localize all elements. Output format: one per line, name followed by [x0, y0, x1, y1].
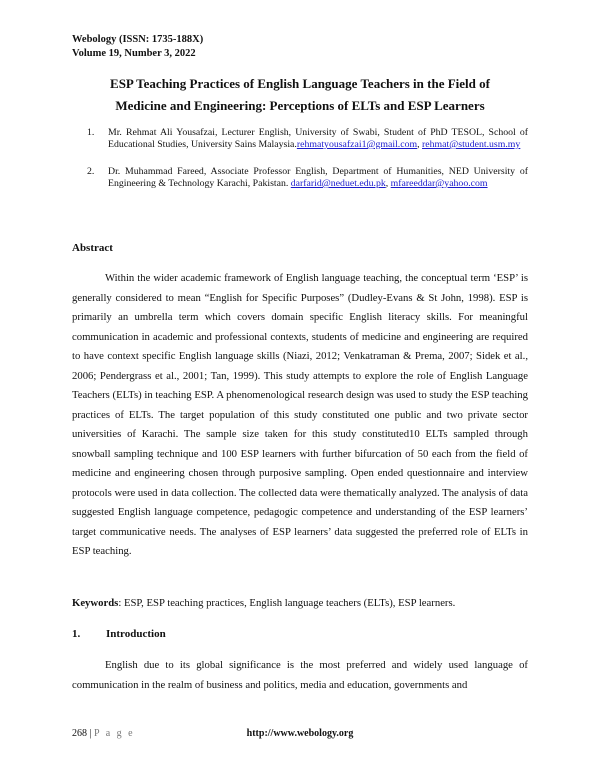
author-item — [72, 166, 528, 190]
author-affiliation-text: Dr. Muhammad Fareed, Associate Professor English, Department of Humanities, NED University of Engineering & Technology Karachi, Pakistan. — [108, 166, 528, 189]
page-word: P a g e — [94, 728, 135, 739]
paper-title-line-2: Medicine and Engineering: Perceptions of ELTs and ESP Learners — [115, 98, 485, 113]
author-email-link[interactable]: rehmat@student.usm.my — [422, 139, 521, 150]
section-heading — [72, 628, 166, 640]
abstract-heading: Abstract — [72, 242, 113, 254]
page-separator: | — [87, 728, 95, 739]
author-number: 2. — [87, 166, 95, 177]
author-affiliation — [108, 127, 528, 151]
journal-name: Webology (ISSN: 1735-188X) — [72, 34, 204, 45]
email-separator: , — [417, 139, 423, 150]
journal-volume: Volume 19, Number 3, 2022 — [72, 47, 196, 59]
introduction-section — [72, 655, 528, 695]
page-number: 268 — [72, 728, 87, 739]
author-email-link[interactable]: rehmatyousafzai1@gmail.com — [296, 139, 418, 150]
email-separator: , — [385, 178, 391, 189]
footer-url[interactable]: http://www.webology.org — [246, 728, 354, 739]
abstract-paragraph: Within the wider academic framework of English language teaching, the conceptual term ‘ESP’ is generally considered to mean “English for Specific Purposes” (Dudley-Evans & St John, 1998). ESP is primarily an umbrella term which covers domain specific English literacy skills. For meaningful communication in academic and professional contexts, students of medicine and engineering are required to have context specific English language skills (Niazi, 2012; Venkatraman & Prema, 2007; Sidek et al., 2006; Pendergrass et al., 2001; Tan, 1999). This study attempts to explore the role of English Language Teachers (ELTs) in teaching ESP. A phenomenological research design was used to study the ESP teaching practices of ELTs. The target population of this study constituted one public and two private sector universities of Karachi. The sample size taken for this study constituted10 ELTs sampled through snowball sampling technique and 100 ESP learners with further bifurcation of 50 each from the field of medicine and engineering chosen through purposive sampling. Open ended questionnaire and interview protocols were used in data collection. The collected data were thematically analyzed. The analysis of data suggested English language competence, pedagogic competence and understanding of the ESP learners’ target communicative needs. The analyses of ESP learners’ data suggested the preferred role of ELTs in ESP teaching. — [72, 272, 528, 557]
author-email-link[interactable]: darfarid@neduet.edu.pk — [290, 178, 386, 189]
author-affiliation-text: Mr. Rehmat Ali Yousafzai, Lecturer English, University of Swabi, Student of PhD TESOL, School of Educational Studies, University Sains Malaysia. — [108, 127, 528, 150]
author-number: 1. — [87, 127, 95, 138]
keywords-label: Keywords — [72, 597, 119, 609]
paper-title-line-1: ESP Teaching Practices of English Language Teachers in the Field of — [110, 76, 490, 91]
keywords-text: : ESP, ESP teaching practices, English language teachers (ELTs), ESP learners. — [118, 597, 456, 609]
section-title: Introduction — [106, 628, 166, 640]
author-item — [72, 127, 528, 151]
paper-title — [72, 73, 528, 117]
author-affiliation — [108, 166, 528, 190]
journal-header — [72, 33, 203, 60]
section-number: 1. — [72, 628, 81, 640]
author-email-link[interactable]: mfareeddar@yahoo.com — [390, 178, 488, 189]
abstract-section — [72, 269, 528, 562]
introduction-paragraph: English due to its global significance is the most preferred and widely used language of communication in the realm of business and politics, media and education, governments and — [72, 659, 528, 691]
keywords-line — [72, 596, 528, 610]
author-list — [72, 127, 528, 205]
